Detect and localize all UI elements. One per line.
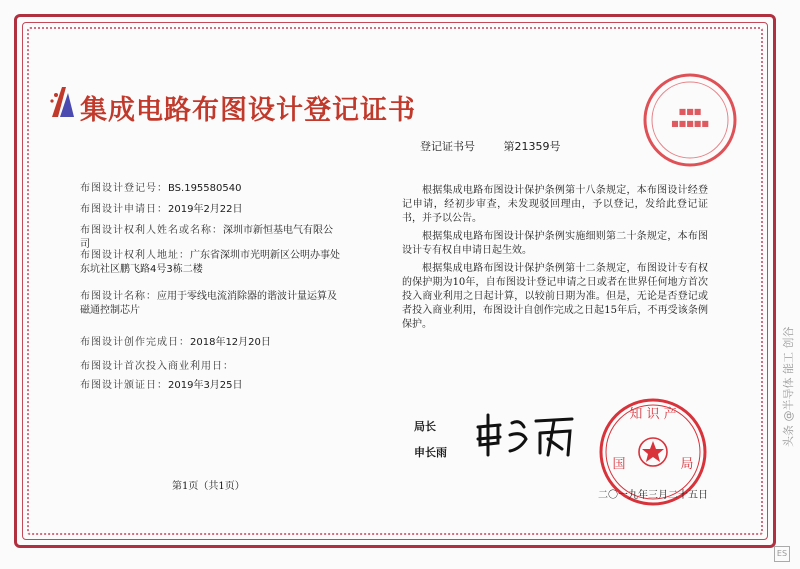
svg-text:■■■: ■■■ [678, 107, 702, 116]
registration-number [420, 138, 561, 154]
field-design-name [80, 290, 340, 318]
field-value: 应用于零线电流消除器的谐波计量运算及磁通控制芯片 [80, 291, 337, 316]
field-label: 布图设计权利人姓名或名称： [80, 225, 223, 236]
field-value: 深圳市新恒基电气有限公司 [80, 225, 333, 250]
svg-text:局: 局 [680, 457, 694, 472]
field-value: 2019年3月25日 [168, 380, 243, 391]
certificate-body [402, 184, 708, 332]
registration-number-label: 登记证书号 [420, 140, 475, 153]
field-label: 布图设计首次投入商业利用日： [80, 361, 234, 372]
certificate-title: 集成电路布图设计登记证书 [80, 95, 416, 126]
watermark-logo-icon: ES [774, 546, 790, 562]
field-owner-address [80, 249, 340, 277]
svg-text:知 识 产: 知 识 产 [629, 407, 677, 422]
field-value: 广东省深圳市光明新区公明办事处东坑社区鹏飞路4号3栋二楼 [80, 250, 340, 275]
body-paragraph: 根据集成电路布图设计保护条例实施细则第二十条规定，本布图设计专有权自申请日起生效。 [402, 231, 708, 256]
page-number: 第1页（共1页） [172, 481, 245, 492]
field-first-commercial-use [80, 360, 340, 374]
signer-title: 局长 [414, 420, 436, 433]
field-issue-date [80, 379, 340, 393]
signer-name: 申长雨 [414, 446, 447, 459]
field-label: 布图设计名称： [80, 291, 157, 302]
field-creation-date [80, 336, 340, 350]
svg-text:■■■■■: ■■■■■ [671, 119, 709, 128]
field-application-date [80, 203, 340, 217]
body-paragraph: 根据集成电路布图设计保护条例第十二条规定，布图设计专有权的保护期为10年，自布图设计登记申请之日或者在世界任何地方首次投入商业利用之日起计算，以较前日期为准。但是，无论是否登记或者投入商业利用，布图设计自创作完成之日起15年后，不再受该条例保护。 [402, 263, 708, 330]
field-label: 布图设计颁证日： [80, 380, 168, 391]
issue-date: 二〇一九年三月二十五日 [598, 490, 708, 501]
handwritten-signature [470, 405, 580, 465]
registration-number-value: 第21359号 [503, 140, 561, 153]
field-value: BS.195580540 [168, 183, 242, 194]
field-value: 2018年12月20日 [190, 337, 271, 348]
field-owner-name [80, 224, 340, 252]
field-registration-no [80, 182, 340, 196]
watermark-text: 头条 @半导体 能工 创谷 [782, 326, 795, 447]
field-label: 布图设计权利人地址： [80, 250, 190, 261]
field-label: 布图设计创作完成日： [80, 337, 190, 348]
field-label: 布图设计申请日： [80, 204, 168, 215]
field-label: 布图设计登记号： [80, 183, 168, 194]
body-paragraph: 根据集成电路布图设计保护条例第十八条规定，本布图设计经登记申请，经初步审查，未发现驳回理由，予以登记，发给此登记证书，并予以公告。 [402, 185, 708, 224]
top-seal-stamp [640, 70, 740, 170]
svg-text:国: 国 [612, 457, 626, 472]
emblem-logo-icon [48, 83, 78, 119]
field-value: 2019年2月22日 [168, 204, 243, 215]
